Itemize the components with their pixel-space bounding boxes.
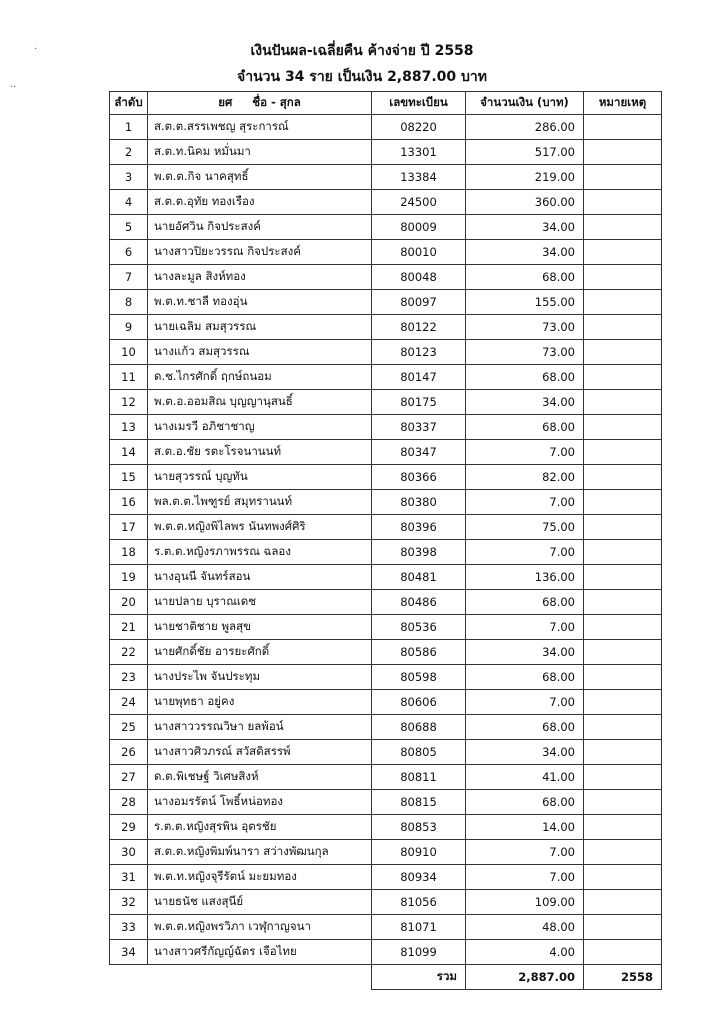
row-registration: 80337 xyxy=(372,415,466,440)
row-registration: 80815 xyxy=(372,790,466,815)
row-name: ส.ต.อ.ชัย รตะโรจนานนท์ xyxy=(148,440,372,465)
row-number: 9 xyxy=(110,315,148,340)
table-row xyxy=(110,365,662,390)
row-registration: 80048 xyxy=(372,265,466,290)
row-name: นายชาติชาย พูลสุข xyxy=(148,615,372,640)
row-amount: 109.00 xyxy=(466,890,584,915)
row-note xyxy=(584,115,662,140)
row-name: ด.ช.ไกรศักดิ์ ฤกษ์ถนอม xyxy=(148,365,372,390)
row-registration: 80398 xyxy=(372,540,466,565)
row-note xyxy=(584,640,662,665)
row-name: พ.ต.ท.ชาลี ทองอุ่น xyxy=(148,290,372,315)
row-amount: 68.00 xyxy=(466,590,584,615)
row-name: นายปลาย บุราณเดช xyxy=(148,590,372,615)
row-amount: 7.00 xyxy=(466,690,584,715)
table-row xyxy=(110,815,662,840)
row-amount: 7.00 xyxy=(466,540,584,565)
column-header-reg: เลขทะเบียน xyxy=(372,92,466,115)
row-name: นางสาวศรีกัญญ์ฉัตร เจือไทย xyxy=(148,940,372,965)
column-header-note: หมายเหตุ xyxy=(584,92,662,115)
row-note xyxy=(584,615,662,640)
table-row xyxy=(110,465,662,490)
row-amount: 219.00 xyxy=(466,165,584,190)
row-amount: 41.00 xyxy=(466,765,584,790)
row-note xyxy=(584,890,662,915)
table-row xyxy=(110,490,662,515)
row-note xyxy=(584,265,662,290)
dividend-table xyxy=(109,91,662,990)
row-registration: 80147 xyxy=(372,365,466,390)
row-note xyxy=(584,590,662,615)
row-number: 3 xyxy=(110,165,148,190)
row-name: นางอุนนี จันทร์สอน xyxy=(148,565,372,590)
column-header-name: ยศ ชื่อ - สุกล xyxy=(148,92,372,115)
total-label: รวม xyxy=(372,965,466,990)
row-registration: 13301 xyxy=(372,140,466,165)
row-note xyxy=(584,940,662,965)
row-number: 24 xyxy=(110,690,148,715)
row-amount: 68.00 xyxy=(466,365,584,390)
row-note xyxy=(584,715,662,740)
row-note xyxy=(584,140,662,165)
row-note xyxy=(584,765,662,790)
row-note xyxy=(584,490,662,515)
row-amount: 48.00 xyxy=(466,915,584,940)
row-registration: 80811 xyxy=(372,765,466,790)
table-row xyxy=(110,640,662,665)
row-note xyxy=(584,165,662,190)
row-name: พ.ต.ต.หญิงพิไลพร นันทพงศ์ศิริ xyxy=(148,515,372,540)
row-registration: 80586 xyxy=(372,640,466,665)
row-number: 30 xyxy=(110,840,148,865)
row-note xyxy=(584,365,662,390)
row-number: 6 xyxy=(110,240,148,265)
row-amount: 4.00 xyxy=(466,940,584,965)
row-name: นางสาวปิยะวรรณ กิจประสงค์ xyxy=(148,240,372,265)
row-registration: 80934 xyxy=(372,865,466,890)
row-number: 14 xyxy=(110,440,148,465)
row-number: 20 xyxy=(110,590,148,615)
table-row xyxy=(110,240,662,265)
row-registration: 24500 xyxy=(372,190,466,215)
row-name: นางสาววรรณวิษา ยลพ้อน์ xyxy=(148,715,372,740)
table-row xyxy=(110,315,662,340)
row-registration: 80175 xyxy=(372,390,466,415)
row-amount: 7.00 xyxy=(466,840,584,865)
row-number: 28 xyxy=(110,790,148,815)
row-registration: 80805 xyxy=(372,740,466,765)
row-registration: 13384 xyxy=(372,165,466,190)
row-amount: 73.00 xyxy=(466,315,584,340)
row-name: นายพุทธา อยู่คง xyxy=(148,690,372,715)
row-number: 13 xyxy=(110,415,148,440)
row-amount: 75.00 xyxy=(466,515,584,540)
row-number: 19 xyxy=(110,565,148,590)
table-row xyxy=(110,165,662,190)
row-registration: 80396 xyxy=(372,515,466,540)
table-header-row xyxy=(110,92,662,115)
row-name: พ.ต.ท.หญิงจุรีรัตน์ มะยมทอง xyxy=(148,865,372,890)
row-note xyxy=(584,440,662,465)
table-row xyxy=(110,540,662,565)
row-number: 26 xyxy=(110,740,148,765)
total-amount: 2,887.00 xyxy=(466,965,584,990)
row-note xyxy=(584,915,662,940)
row-name: พ.ต.ต.กิจ นาคสุทธิ์ xyxy=(148,165,372,190)
row-name: ส.ต.ต.หญิงพิมพ์นารา สว่างพัฒนกุล xyxy=(148,840,372,865)
row-name: นางประไพ จันประทุม xyxy=(148,665,372,690)
row-amount: 68.00 xyxy=(466,415,584,440)
row-name: นายเฉลิม สมสุวรรณ xyxy=(148,315,372,340)
table-row xyxy=(110,565,662,590)
row-name: นางเมรวี อภิชาชาญ xyxy=(148,415,372,440)
row-name: ส.ต.ต.อุทัย ทองเรือง xyxy=(148,190,372,215)
row-note xyxy=(584,290,662,315)
row-number: 4 xyxy=(110,190,148,215)
row-name: ด.ต.พิเชษฐ์ วิเศษสิงห์ xyxy=(148,765,372,790)
row-number: 16 xyxy=(110,490,148,515)
row-amount: 7.00 xyxy=(466,865,584,890)
table-row xyxy=(110,515,662,540)
row-note xyxy=(584,540,662,565)
row-registration: 81099 xyxy=(372,940,466,965)
row-note xyxy=(584,815,662,840)
row-amount: 155.00 xyxy=(466,290,584,315)
table-row xyxy=(110,890,662,915)
row-amount: 286.00 xyxy=(466,115,584,140)
table-row xyxy=(110,915,662,940)
row-amount: 34.00 xyxy=(466,740,584,765)
table-row xyxy=(110,140,662,165)
table-row xyxy=(110,340,662,365)
row-registration: 80122 xyxy=(372,315,466,340)
row-name: ร.ต.ต.หญิงสุรพิน อุตรชัย xyxy=(148,815,372,840)
row-note xyxy=(584,865,662,890)
row-number: 22 xyxy=(110,640,148,665)
table-row xyxy=(110,840,662,865)
row-name: ร.ต.ต.หญิงรภาพรรณ ฉลอง xyxy=(148,540,372,565)
row-amount: 68.00 xyxy=(466,715,584,740)
row-name: นายสุวรรณ์ บุญทัน xyxy=(148,465,372,490)
total-note: 2558 xyxy=(584,965,662,990)
row-name: นางอมรรัตน์ โพธิ์หน่อทอง xyxy=(148,790,372,815)
row-amount: 82.00 xyxy=(466,465,584,490)
page-subtitle: จำนวน 34 ราย เป็นเงิน 2,887.00 บาท xyxy=(237,69,487,85)
row-amount: 68.00 xyxy=(466,265,584,290)
row-amount: 136.00 xyxy=(466,565,584,590)
row-amount: 360.00 xyxy=(466,190,584,215)
table-row xyxy=(110,415,662,440)
row-amount: 7.00 xyxy=(466,615,584,640)
row-note xyxy=(584,565,662,590)
row-note xyxy=(584,790,662,815)
row-note xyxy=(584,215,662,240)
row-note xyxy=(584,390,662,415)
row-name: พ.ต.ต.หญิงพรวิภา เวฬุกาญจนา xyxy=(148,915,372,940)
row-number: 7 xyxy=(110,265,148,290)
table-row xyxy=(110,590,662,615)
row-registration: 80010 xyxy=(372,240,466,265)
row-registration: 80009 xyxy=(372,215,466,240)
table-row xyxy=(110,215,662,240)
table-row xyxy=(110,190,662,215)
row-name: นางแก้ว สมสุวรรณ xyxy=(148,340,372,365)
row-number: 17 xyxy=(110,515,148,540)
table-row xyxy=(110,290,662,315)
row-name: นางสาวศิวภรณ์ สวัสดิสรรพ์ xyxy=(148,740,372,765)
row-number: 18 xyxy=(110,540,148,565)
row-registration: 80853 xyxy=(372,815,466,840)
row-amount: 34.00 xyxy=(466,215,584,240)
row-note xyxy=(584,665,662,690)
row-name: พล.ต.ต.ไพฑูรย์ สมุทรานนท์ xyxy=(148,490,372,515)
table-row xyxy=(110,865,662,890)
row-amount: 517.00 xyxy=(466,140,584,165)
table-row xyxy=(110,715,662,740)
row-number: 1 xyxy=(110,115,148,140)
row-number: 27 xyxy=(110,765,148,790)
row-amount: 34.00 xyxy=(466,390,584,415)
row-note xyxy=(584,465,662,490)
page-title: เงินปันผล-เฉลี่ยคืน ค้างจ่าย ปี 2558 xyxy=(250,43,474,59)
table-row xyxy=(110,265,662,290)
row-number: 8 xyxy=(110,290,148,315)
row-registration: 80606 xyxy=(372,690,466,715)
scan-speck: ·· xyxy=(10,82,17,93)
row-number: 5 xyxy=(110,215,148,240)
row-name: พ.ต.อ.ออมสิณ บุญญานุสนธิ์ xyxy=(148,390,372,415)
column-header-no: ลำดับ xyxy=(110,92,148,115)
row-note xyxy=(584,190,662,215)
row-amount: 68.00 xyxy=(466,790,584,815)
row-amount: 34.00 xyxy=(466,240,584,265)
row-name: ส.ต.ท.นิคม หมั่นมา xyxy=(148,140,372,165)
row-registration: 80123 xyxy=(372,340,466,365)
row-amount: 7.00 xyxy=(466,490,584,515)
row-registration: 80097 xyxy=(372,290,466,315)
row-number: 32 xyxy=(110,890,148,915)
table-row xyxy=(110,115,662,140)
row-number: 2 xyxy=(110,140,148,165)
row-number: 33 xyxy=(110,915,148,940)
row-amount: 73.00 xyxy=(466,340,584,365)
row-registration: 80486 xyxy=(372,590,466,615)
table-row xyxy=(110,765,662,790)
row-amount: 68.00 xyxy=(466,665,584,690)
row-number: 25 xyxy=(110,715,148,740)
row-note xyxy=(584,315,662,340)
row-registration: 80598 xyxy=(372,665,466,690)
row-registration: 08220 xyxy=(372,115,466,140)
row-number: 12 xyxy=(110,390,148,415)
table-row xyxy=(110,690,662,715)
row-number: 29 xyxy=(110,815,148,840)
row-registration: 81071 xyxy=(372,915,466,940)
row-name: นางละมูล สิงห์ทอง xyxy=(148,265,372,290)
row-number: 21 xyxy=(110,615,148,640)
row-registration: 80481 xyxy=(372,565,466,590)
row-note xyxy=(584,515,662,540)
table-row xyxy=(110,440,662,465)
row-amount: 7.00 xyxy=(466,440,584,465)
row-note xyxy=(584,840,662,865)
row-registration: 80910 xyxy=(372,840,466,865)
row-name: นายศักดิ์ชัย อารยะศักดิ์ xyxy=(148,640,372,665)
row-registration: 80347 xyxy=(372,440,466,465)
row-note xyxy=(584,240,662,265)
row-note xyxy=(584,690,662,715)
scan-speck: · xyxy=(34,44,38,55)
row-registration: 81056 xyxy=(372,890,466,915)
row-amount: 34.00 xyxy=(466,640,584,665)
row-number: 11 xyxy=(110,365,148,390)
row-note xyxy=(584,340,662,365)
table-row xyxy=(110,790,662,815)
table-row xyxy=(110,940,662,965)
row-name: นายธนัช แสงสุนีย์ xyxy=(148,890,372,915)
row-registration: 80380 xyxy=(372,490,466,515)
row-number: 23 xyxy=(110,665,148,690)
total-row xyxy=(110,965,662,990)
column-header-amount: จำนวนเงิน (บาท) xyxy=(466,92,584,115)
row-number: 34 xyxy=(110,940,148,965)
row-number: 10 xyxy=(110,340,148,365)
row-registration: 80536 xyxy=(372,615,466,640)
row-name: นายอัศวิน กิจประสงค์ xyxy=(148,215,372,240)
row-note xyxy=(584,415,662,440)
table-row xyxy=(110,615,662,640)
row-registration: 80366 xyxy=(372,465,466,490)
row-number: 31 xyxy=(110,865,148,890)
row-amount: 14.00 xyxy=(466,815,584,840)
row-note xyxy=(584,740,662,765)
table-row xyxy=(110,665,662,690)
row-number: 15 xyxy=(110,465,148,490)
table-row xyxy=(110,390,662,415)
row-name: ส.ต.ต.สรรเพชญ สุระการณ์ xyxy=(148,115,372,140)
table-row xyxy=(110,740,662,765)
row-registration: 80688 xyxy=(372,715,466,740)
